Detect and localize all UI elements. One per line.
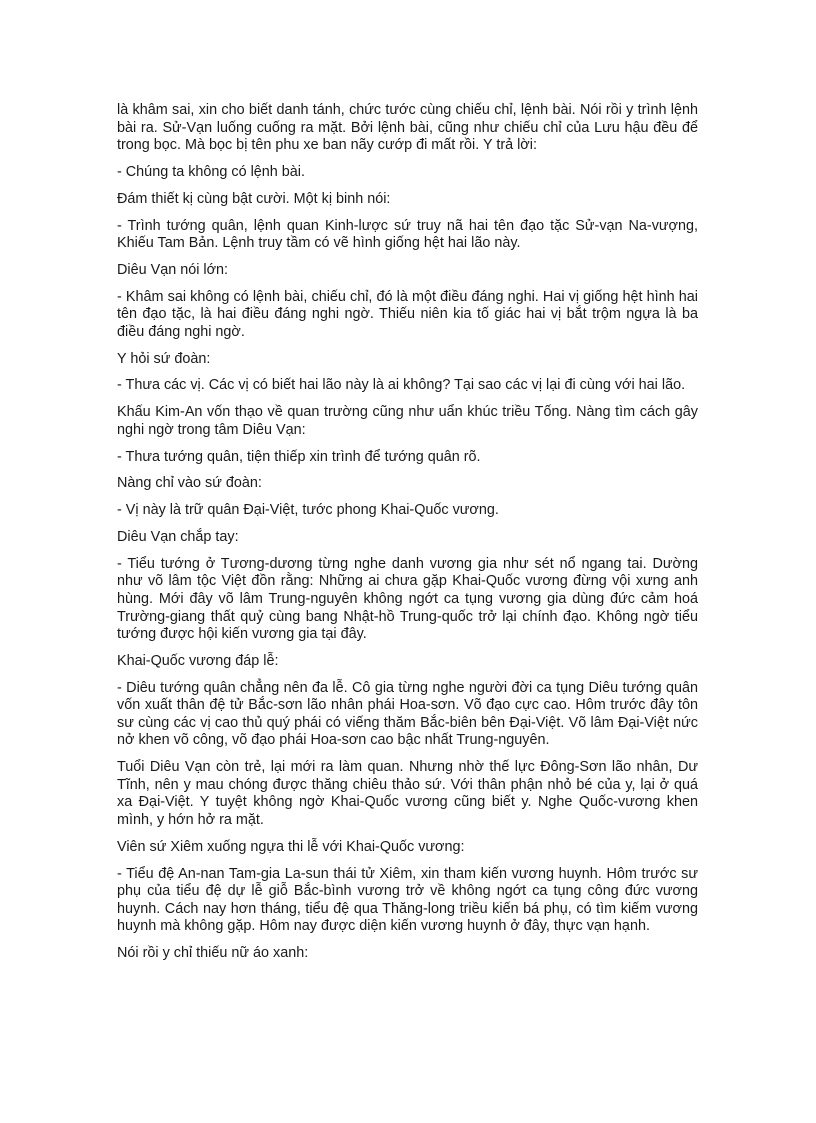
paragraph: Diêu Vạn chắp tay: [117,528,239,545]
paragraph: - Vị này là trữ quân Đại-Việt, tước phong Khai-Quốc vương. [117,502,499,519]
paragraph: - Thưa tướng quân, tiện thiếp xin trình để tướng quân rõ. [117,448,481,465]
paragraph: - Diêu tướng quân chẳng nên đa lễ. Cô gia từng nghe người đời ca tụng Diêu tướng quân vốn xuất thân đệ tử Bắc-sơn lão nhân phái Hoa-sơn. Võ đạo cực cao. Hôm trước đây tôn sư cùng các vị cao thủ quý phái có viếng thăm Bắc-biên bên Đại-Việt. Võ lâm Đại-Việt nức nở khen võ công, võ đạo phái Hoa-sơn cao bậc nhất Trung-nguyên. [117,679,698,749]
paragraph: Diêu Vạn nói lớn: [117,261,229,278]
paragraph: - Trình tướng quân, lệnh quan Kinh-lược sứ truy nã hai tên đạo tặc Sử-vạn Na-vượng, Khiếu Tam Bản. Lệnh truy tầm có vẽ hình giống hệt hai lão này. [117,217,698,252]
document-page [117,102,698,972]
paragraph: - Tiểu đệ An-nan Tam-gia La-sun thái tử Xiêm, xin tham kiến vương huynh. Hôm trước sư phụ của tiểu đệ dự lễ giỗ Bắc-bình vương trở về không ngớt ca tụng công đức vương huynh. Cách nay hơn tháng, tiểu đệ qua Thăng-long triều kiến bá phụ, có tìm kiếm vương huynh mà không gặp. Hôm nay được diện kiến vương huynh ở đây, thực vạn hạnh. [117,865,698,935]
paragraph: Khai-Quốc vương đáp lễ: [117,652,279,669]
paragraph: là khâm sai, xin cho biết danh tánh, chức tước cùng chiếu chỉ, lệnh bài. Nói rồi y trình lệnh bài ra. Sử-Vạn luống cuống ra mặt. Bởi lệnh bài, cũng như chiếu chỉ của Lưu hậu đều để trong bọc. Mà bọc bị tên phu xe ban nãy cướp đi mất rồi. Y trả lời: [117,102,698,154]
paragraph: - Chúng ta không có lệnh bài. [117,163,306,180]
paragraph: Tuổi Diêu Vạn còn trẻ, lại mới ra làm quan. Nhưng nhờ thế lực Đông-Sơn lão nhân, Dư Tĩnh, nên y mau chóng được thăng chiêu thảo sứ. Với thân phận nhỏ bé của y, lại ở quá xa Đại-Việt. Y tuyệt không ngờ Khai-Quốc vương cũng biết y. Nghe Quốc-vương khen mình, y hớn hở ra mặt. [117,759,698,828]
paragraph: Khấu Kim-An vốn thạo về quan trường cũng như uẩn khúc triều Tống. Nàng tìm cách gây nghi ngờ trong tâm Diêu Vạn: [117,404,698,438]
paragraph: Y hỏi sứ đoàn: [117,350,211,367]
paragraph: Nói rồi y chỉ thiếu nữ áo xanh: [117,945,309,962]
paragraph: Đám thiết kị cùng bật cười. Một kị binh nói: [117,190,391,207]
paragraph: - Tiểu tướng ở Tương-dương từng nghe danh vương gia như sét nổ ngang tai. Dường như võ lâm tộc Việt đồn rằng: Những ai chưa gặp Khai-Quốc vương đừng vội xưng anh hùng. Mới đây võ lâm Trung-nguyên không ngớt ca tụng vương gia dùng đức cảm hoá Trường-giang thất quỷ cùng bang Nhật-hồ Trung-quốc trở lại chính đạo. Không ngờ tiểu tướng được hội kiến vương gia tại đây. [117,555,698,643]
paragraph: - Khâm sai không có lệnh bài, chiếu chỉ, đó là một điều đáng nghi. Hai vị giống hệt hình hai tên đạo tặc, là hai điều đáng nghi ngờ. Thiếu niên kia tố giác hai vị bắt trộm ngựa là ba điều đáng nghi ngờ. [117,288,698,340]
paragraph: Viên sứ Xiêm xuống ngựa thi lễ với Khai-Quốc vương: [117,838,465,855]
paragraph: Nàng chỉ vào sứ đoàn: [117,475,262,492]
paragraph: - Thưa các vị. Các vị có biết hai lão này là ai không? Tại sao các vị lại đi cùng với hai lão. [117,377,686,394]
